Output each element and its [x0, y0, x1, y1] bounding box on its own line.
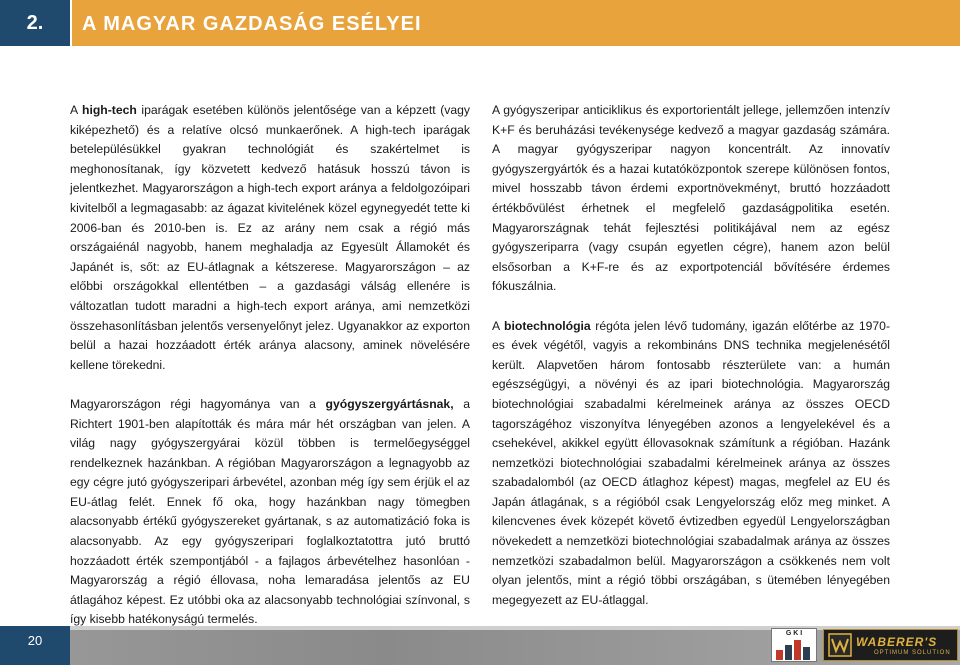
paragraph-biotechnology	[492, 317, 890, 611]
header-divider	[70, 0, 72, 46]
left-column	[70, 101, 470, 650]
gki-bar	[785, 645, 792, 660]
gki-logo-bars	[776, 640, 812, 660]
text-span: A	[70, 103, 83, 117]
text-span: a Richtert 1901-ben alapították és mára már hét országban van jelen. A világ nagy gyógyszergyárai közül többen is termelőegységgel rendelkeznek hazánkban. A régióban Magyarországon a legnagyobb az egy cégre jutó gyógyszeripari árbevétel, azonban még így sem érjük el az EU-átlag felét. Ennek fő oka, hogy hazánkban nagy tömegben alacsonyabb értékű gyógyszereket gyártanak, s az automatizáció foka is alacsonyabb. Az egy gyógyszeripari foglalkoztatottra jutó bruttó hozzáadott érték szempontjából - a fajlagos árbevételhez hasonlóan - Magyarország a régió éllovasa, noha lemaradása jelentős az EU átlagához képest. Ez utóbbi oka az alacsonyabb technológiai színvonal, s így kisebb hatékonyságú termelés.	[70, 396, 471, 627]
chapter-title: A MAGYAR GAZDASÁG ESÉLYEI	[82, 13, 422, 35]
text-span: Magyarországon régi hagyománya van a	[70, 396, 326, 411]
gki-logo-text: G K I	[772, 629, 816, 638]
gki-bar	[794, 640, 801, 660]
gki-bar	[803, 647, 810, 660]
text-span: régóta jelen lévő tudomány, igazán előtérbe az 1970-es évek végétől, vagyis a rekombináns DNS technika megjelenésétől került. Alapvetően három fontosabb részterülete van: a humán egészségügyi, a növényi és az ipari biotechnológia. Magyarország biotechnológiai szabadalmi kérelmeinek aránya az összes OECD tagországéhoz viszonyítva lényegében azonos a lengyelekével és a csehekével, akikkel együtt éllovasoknak számítunk a régióban. Hazánk nemzetközi biotechnológiai szabadalmi kérelmeinek aránya az összes szabadalomból (az OECD átlaghoz képest) magas, megfelel az EU és Japán átlagának, s a régióból csak Lengyelország előz meg minket. A kilencvenes évek közepét követő évtizedben egyedül Lengyelországban növekedett a nemzetközi biotechnológiai szabadalmak aránya az összes nemzetközi szabadalmon belül. Magyarországon a csökkenés nem volt olyan jelentős, mint a régió többi országában, s ütemében lényegében megegyezett az EU-átlaggal.	[492, 318, 891, 607]
right-column	[492, 101, 890, 630]
waberers-wordmark: WABERER'S	[856, 635, 938, 649]
paragraph-pharma-manufacturing	[70, 395, 470, 630]
bold-term-pharma: gyógyszergyártásnak,	[325, 396, 454, 411]
chapter-number: 2.	[26, 12, 44, 34]
gki-logo	[771, 628, 817, 662]
waberers-tagline: OPTIMUM SOLUTION	[874, 650, 951, 656]
bold-term-biotech: biotechnológia	[504, 318, 591, 333]
waberers-emblem-icon	[828, 633, 852, 657]
paragraph-pharma-industry: A gyógyszeripar anticiklikus és exportorientált jellege, jellemzően intenzív K+F és beruházási tevékenysége kedvező a magyar gazdaság számára. A magyar gyógyszeripar nagyon koncentrált. Az innovatív gyógyszergyártók és a hazai kutatóközpontok szerepe különösen fontos, mivel hosszabb távon érdemi exportnövekményt, bruttó hozzáadott értékbővülést érhetnek el megfelelő gazdaságpolitika esetén. Magyarországnak tehát fejlesztési politikájával nem az egész gyógyszeriparra (vagy csupán egyetlen cégre), hanem azon belül elsősorban a K+F-re és az exportpotenciál bővítésére érdemes fókuszálnia.	[492, 103, 890, 294]
bold-term-high-tech: high-tech	[82, 103, 137, 117]
page-number: 20	[27, 633, 43, 648]
gki-bar	[776, 650, 783, 660]
paragraph-high-tech	[70, 101, 470, 375]
text-span: A	[492, 318, 505, 333]
waberers-logo	[823, 629, 958, 661]
text-span: iparágak esetében különös jelentősége van a képzett (vagy kiképezhető) és a relatíve olcsó munkaerőnek. A high-tech iparágak betelepülésükkel gyakran technológiát és szakértelmet is meghonosítanak, így közvetett kedvező hatásuk hosszú távon is jelentkezhet. Magyarországon a high-tech export aránya a feldolgozóipari kivitelből a legmagasabb: az ágazat kivitelének közel egynegyedét tette ki 2006-ban és 2010-ben is. Ez az arány nem csak a régió más országaiénál nagyobb, hanem meghaladja az Egyesült Államokét és Japánét is, sőt: az EU-átlagnak a kétszerese. Magyarországon – az előbbi országokkal ellentétben – a gazdasági válság ellenére is változatlan tudott maradni a high-tech export aránya, ami nemzetközi összehasonlításban jelentős versenyelőnyt jelez. Ugyanakkor az exporton belül a hazai hozzáadott érték aránya alacsony, aminek növelésére kellene törekedni.	[70, 103, 470, 372]
chapter-header	[0, 0, 960, 46]
